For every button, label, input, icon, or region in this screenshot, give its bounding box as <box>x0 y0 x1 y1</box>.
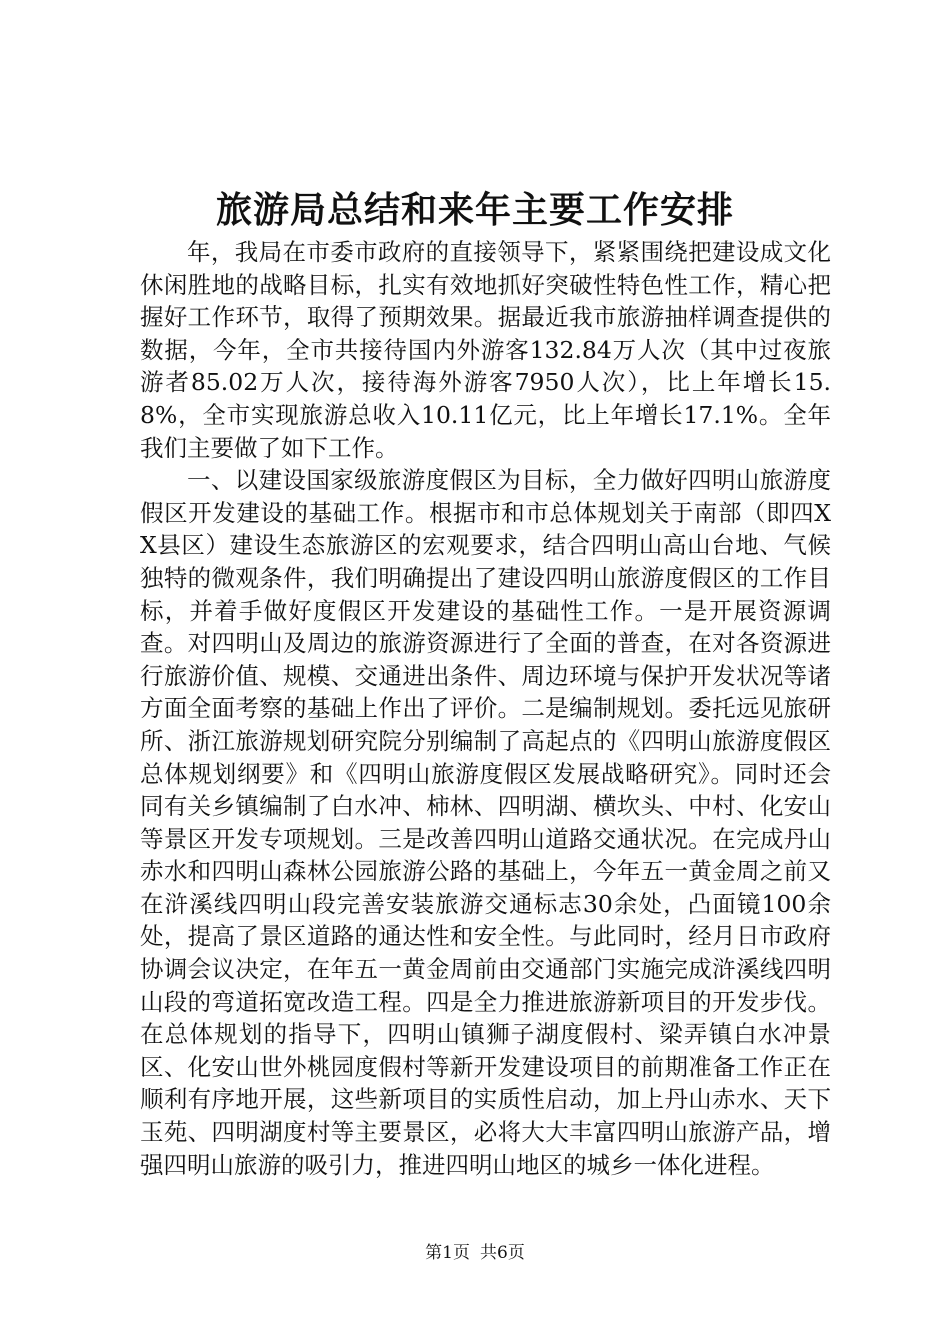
page-number-current: 第1页 <box>425 1243 470 1263</box>
page-footer <box>0 1242 950 1264</box>
page-number-total: 共6页 <box>480 1243 525 1263</box>
document-title: 旅游局总结和来年主要工作安排 <box>215 189 734 231</box>
paragraph-intro: 年，我局在市委市政府的直接领导下，紧紧围绕把建设成文化休闲胜地的战略目标，扎实有效地抓好突破性特色性工作，精心把握好工作环节，取得了预期效果。据最近我市旅游抽样调查提供的数据，今年，全市共接待国内外游客132.84万人次（其中过夜旅游者85.02万人次，接待海外游客7950人次），比上年增长15.8%，全市实现旅游总收入10.11亿元，比上年增长17.1%。全年我们主要做了如下工作。 <box>140 238 831 462</box>
document-body <box>140 236 831 1181</box>
paragraph-section-one: 一、以建设国家级旅游度假区为目标，全力做好四明山旅游度假区开发建设的基础工作。根据市和市总体规划关于南部（即四XX县区）建设生态旅游区的宏观要求，结合四明山高山台地、气候独特的微观条件，我们明确提出了建设四明山旅游度假区的工作目标，并着手做好度假区开发建设的基础性工作。一是开展资源调查。对四明山及周边的旅游资源进行了全面的普查，在对各资源进行旅游价值、规模、交通进出条件、周边环境与保护开发状况等诸方面全面考察的基础上作出了评价。二是编制规划。委托远见旅研所、浙江旅游规划研究院分别编制了高起点的《四明山旅游度假区总体规划纲要》和《四明山旅游度假区发展战略研究》。同时还会同有关乡镇编制了白水冲、柿林、四明湖、横坎头、中村、化安山等景区开发专项规划。三是改善四明山道路交通状况。在完成丹山赤水和四明山森林公园旅游公路的基础上，今年五一黄金周之前又在浒溪线四明山段完善安装旅游交通标志30余处，凸面镜100余处，提高了景区道路的通达性和安全性。与此同时，经月日市政府协调会议决定，在年五一黄金周前由交通部门实施完成浒溪线四明山段的弯道拓宽改造工程。四是全力推进旅游新项目的开发步伐。在总体规划的指导下，四明山镇狮子湖度假村、梁弄镇白水冲景区、化安山世外桃园度假村等新开发建设项目的前期准备工作正在顺利有序地开展，这些新项目的实质性启动，加上丹山赤水、天下玉苑、四明湖度村等主要景区，必将大大丰富四明山旅游产品，增强四明山旅游的吸引力，推进四明山地区的城乡一体化进程。 <box>140 466 831 1179</box>
